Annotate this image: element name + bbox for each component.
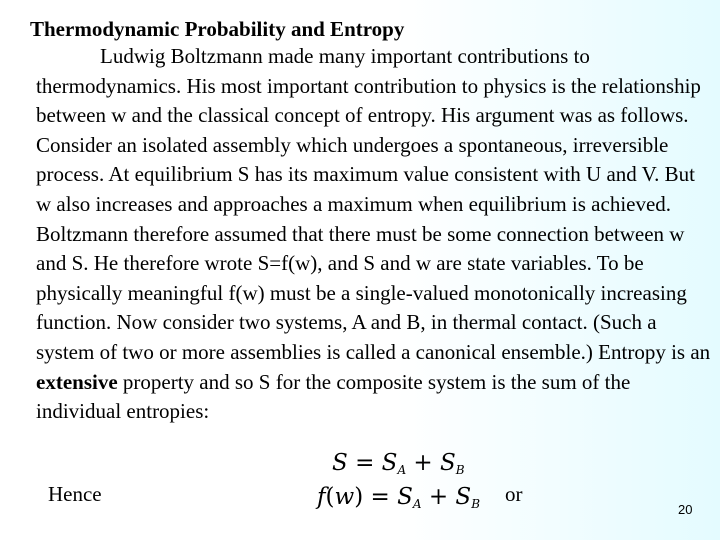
eq2-func: f (317, 484, 326, 510)
body-text-part-2: property and so S for the composite system is the sum of the individual entropies: (36, 369, 631, 424)
slide-title: Thermodynamic Probability and Entropy (30, 17, 405, 41)
eq1-lhs: S (332, 450, 348, 476)
eq1-plus: + (413, 450, 433, 476)
eq2-term2-sub: B (471, 497, 481, 511)
body-paragraph (36, 42, 712, 427)
body-text-part-1: Ludwig Boltzmann made many important contributions to thermodynamics. His most important contribution to physics is the relationship between w and the classical concept of entropy. His argument was as follows. Consider an isolated assembly which undergoes a spontaneous, irreversible process. At equilibrium S has its maximum value consistent with U and V. But w also increases and approaches a maximum when equilibrium is achieved. Boltzmann therefore assumed that there must be some connection between w and S. He therefore wrote S=f(w), and S and w are state variables. To be physically meaningful f(w) must be a single-valued monotonically increasing function. Now consider two systems, A and B, in thermal contact. (Such a system of two or more assemblies is called a canonical ensemble.) Entropy is an (36, 44, 711, 364)
eq2-plus: + (428, 484, 449, 510)
eq2-arg: w (334, 484, 355, 510)
page-number: 20 (678, 502, 693, 517)
eq2-equals: = (370, 484, 390, 510)
eq1-term1-sub: A (397, 463, 407, 477)
or-label: or (505, 482, 523, 506)
eq2-open-paren: ( (325, 484, 335, 510)
eq1-term2-sub: B (455, 463, 465, 477)
equation-entropy-sum (332, 450, 465, 477)
eq1-term1: S (381, 450, 398, 476)
eq2-term2: S (455, 484, 472, 510)
eq2-close-paren: ) (354, 484, 364, 510)
hence-label: Hence (48, 482, 102, 506)
eq2-term1: S (397, 484, 413, 510)
eq1-equals: = (355, 450, 375, 476)
equation-function-sum (317, 484, 480, 511)
eq1-term2: S (440, 450, 456, 476)
eq2-term1-sub: A (412, 497, 422, 511)
emphasis-extensive: extensive (36, 369, 118, 394)
